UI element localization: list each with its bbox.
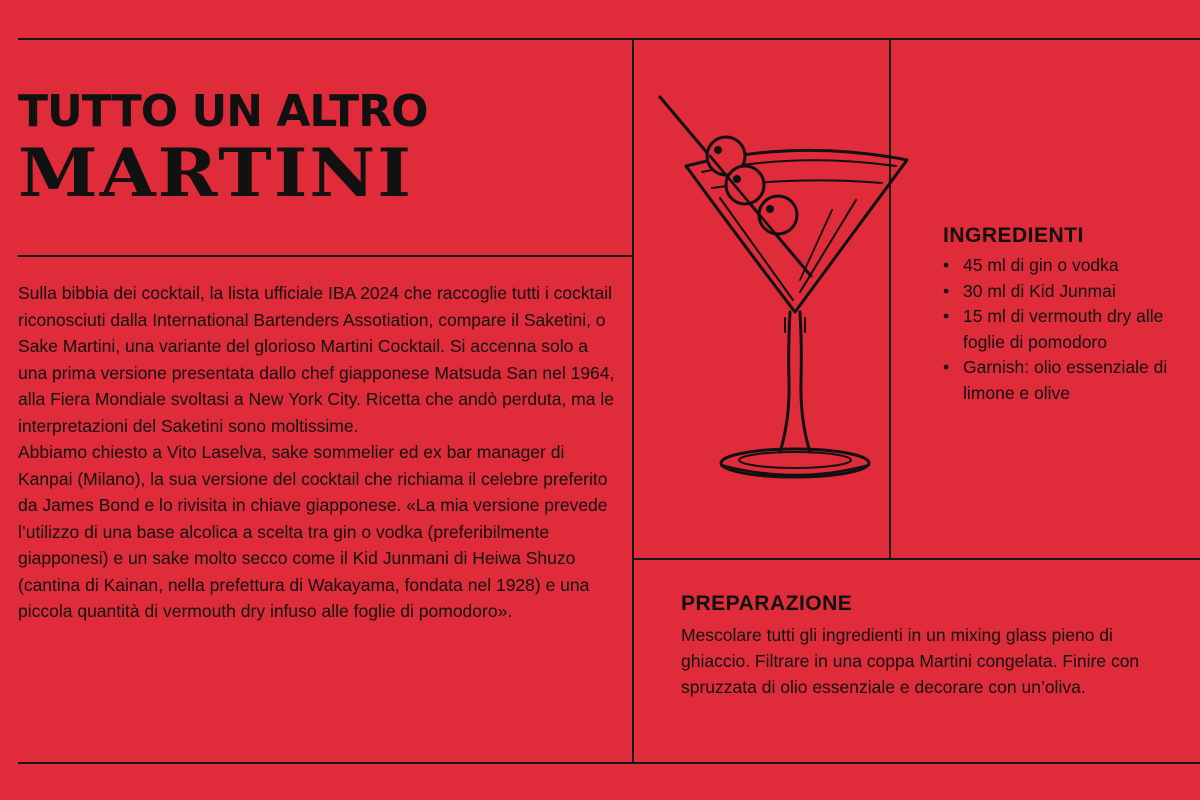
- bottom-rule: [18, 762, 1200, 764]
- martini-glass-icon: [650, 80, 920, 500]
- right-mid-rule: [634, 558, 1200, 560]
- ingredient-item: • Garnish: olio essenziale di limone e olive: [940, 355, 1190, 406]
- title-line-1: TUTTO UN ALTRO: [18, 86, 428, 137]
- intro-text: [18, 280, 618, 625]
- preparation-title: PREPARAZIONE: [681, 592, 853, 615]
- ingredients-title: INGREDIENTI: [943, 224, 1084, 247]
- intro-paragraph-1: Sulla bibbia dei cocktail, la lista ufficiale IBA 2024 che raccoglie tutti i cocktail riconosciuti dalla International Bartenders Assotiation, compare il Saketini, o Sake Martini, una variante del glorioso Martini Cocktail. Si accenna solo a una prima versione presentata dallo chef giapponese Matsuda San nel 1964, alla Fiera Mondiale svoltasi a New York City. Ricetta che andò perduta, ma le interpretazioni del Saketini sono moltissime.: [18, 283, 615, 436]
- title-line-2: MARTINI: [18, 133, 413, 212]
- preparation-text: Mescolare tutti gli ingredienti in un mixing glass pieno di ghiaccio. Filtrare in una coppa Martini congelata. Finire con spruzzata di olio essenziale e decorare con un’oliva.: [681, 625, 1140, 697]
- ingredient-item: • 30 ml di Kid Junmai: [940, 279, 1190, 305]
- ingredients-list: [940, 253, 1190, 406]
- ingredient-item: • 15 ml di vermouth dry alle foglie di pomodoro: [940, 304, 1190, 355]
- title-rule: [18, 255, 632, 257]
- top-rule: [18, 38, 1200, 40]
- column-divider: [632, 38, 634, 762]
- ingredient-item: • 45 ml di gin o vodka: [940, 253, 1190, 279]
- intro-paragraph-2: Abbiamo chiesto a Vito Laselva, sake sommelier ed ex bar manager di Kanpai (Milano), la sua versione del cocktail che richiama il celebre preferito da James Bond e lo rivisita in chiave giapponese. «La mia versione prevede l’utilizzo di una base alcolica a scelta tra gin o vodka (preferibilmente giapponesi) e un sake molto secco come il Kid Junmani di Heiwa Shuzo (cantina di Kainan, nella prefettura di Wakayama, fondata nel 1928) e una piccola quantità di vermouth dry infuso alle foglie di pomodoro».: [18, 442, 608, 621]
